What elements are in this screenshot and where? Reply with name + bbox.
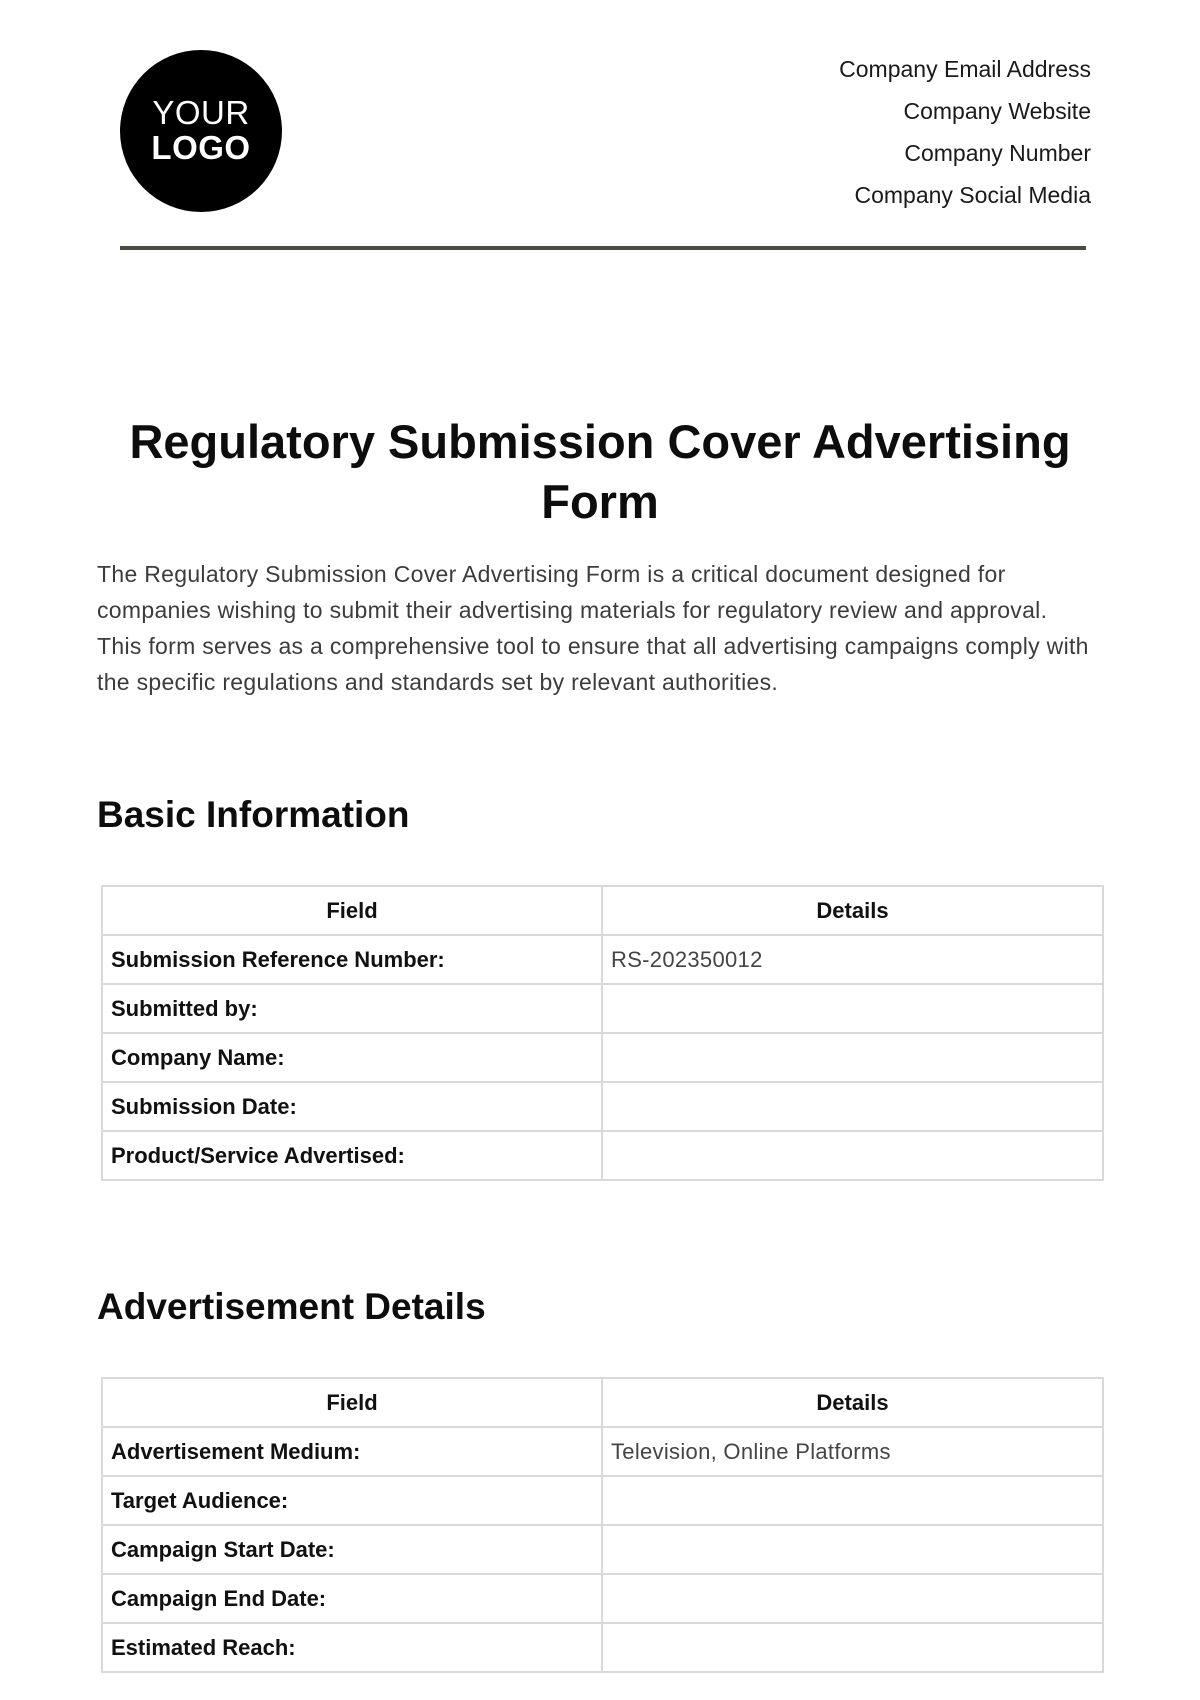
- field-label: Campaign Start Date:: [102, 1525, 602, 1574]
- field-label: Submission Date:: [102, 1082, 602, 1131]
- logo-line-1: YOUR: [152, 94, 250, 132]
- table-row: [102, 1476, 1103, 1525]
- column-header-details: Details: [602, 886, 1103, 935]
- column-header-field: Field: [102, 1378, 602, 1427]
- field-label: Submitted by:: [102, 984, 602, 1033]
- field-value[interactable]: [602, 1131, 1103, 1180]
- table-header-row: [102, 886, 1103, 935]
- field-label: Campaign End Date:: [102, 1574, 602, 1623]
- table-row: [102, 935, 1103, 984]
- advertisement-details-table: [101, 1377, 1104, 1673]
- field-value[interactable]: [602, 1525, 1103, 1574]
- field-label: Product/Service Advertised:: [102, 1131, 602, 1180]
- company-social-media: Company Social Media: [854, 182, 1091, 208]
- field-value[interactable]: [602, 1476, 1103, 1525]
- column-header-details: Details: [602, 1378, 1103, 1427]
- intro-paragraph: The Regulatory Submission Cover Advertising Form is a critical document designed for companies wishing to submit their advertising materials for regulatory review and approval. This form serves as a comprehensive tool to ensure that all advertising campaigns comply with the specific regulations and standards set by relevant authorities.: [97, 561, 1089, 695]
- field-label: Company Name:: [102, 1033, 602, 1082]
- header-divider: [120, 246, 1086, 250]
- company-number: Company Number: [904, 140, 1091, 166]
- company-email: Company Email Address: [839, 56, 1091, 82]
- table-row: [102, 1623, 1103, 1672]
- field-label: Advertisement Medium:: [102, 1427, 602, 1476]
- field-value[interactable]: [602, 1033, 1103, 1082]
- company-logo: [120, 50, 282, 212]
- table-row: [102, 984, 1103, 1033]
- table-row: [102, 1033, 1103, 1082]
- field-value[interactable]: [602, 1082, 1103, 1131]
- field-value[interactable]: [602, 1574, 1103, 1623]
- basic-information-table: [101, 885, 1104, 1181]
- table-row: [102, 1525, 1103, 1574]
- table-header-row: [102, 1378, 1103, 1427]
- table-row: [102, 1131, 1103, 1180]
- section-heading-basic-information: Basic Information: [97, 794, 410, 835]
- field-value[interactable]: [602, 1623, 1103, 1672]
- document-title: Regulatory Submission Cover Advertising Form: [129, 415, 1071, 528]
- table-row: [102, 1427, 1103, 1476]
- field-label: Submission Reference Number:: [102, 935, 602, 984]
- field-label: Target Audience:: [102, 1476, 602, 1525]
- company-website: Company Website: [903, 98, 1091, 124]
- column-header-field: Field: [102, 886, 602, 935]
- field-value[interactable]: RS-202350012: [602, 935, 1103, 984]
- field-value[interactable]: Television, Online Platforms: [602, 1427, 1103, 1476]
- section-heading-advertisement-details: Advertisement Details: [97, 1286, 486, 1327]
- company-contact-block: [839, 52, 1091, 220]
- field-label: Estimated Reach:: [102, 1623, 602, 1672]
- table-row: [102, 1082, 1103, 1131]
- logo-line-2: LOGO: [151, 129, 251, 166]
- field-value[interactable]: [602, 984, 1103, 1033]
- table-row: [102, 1574, 1103, 1623]
